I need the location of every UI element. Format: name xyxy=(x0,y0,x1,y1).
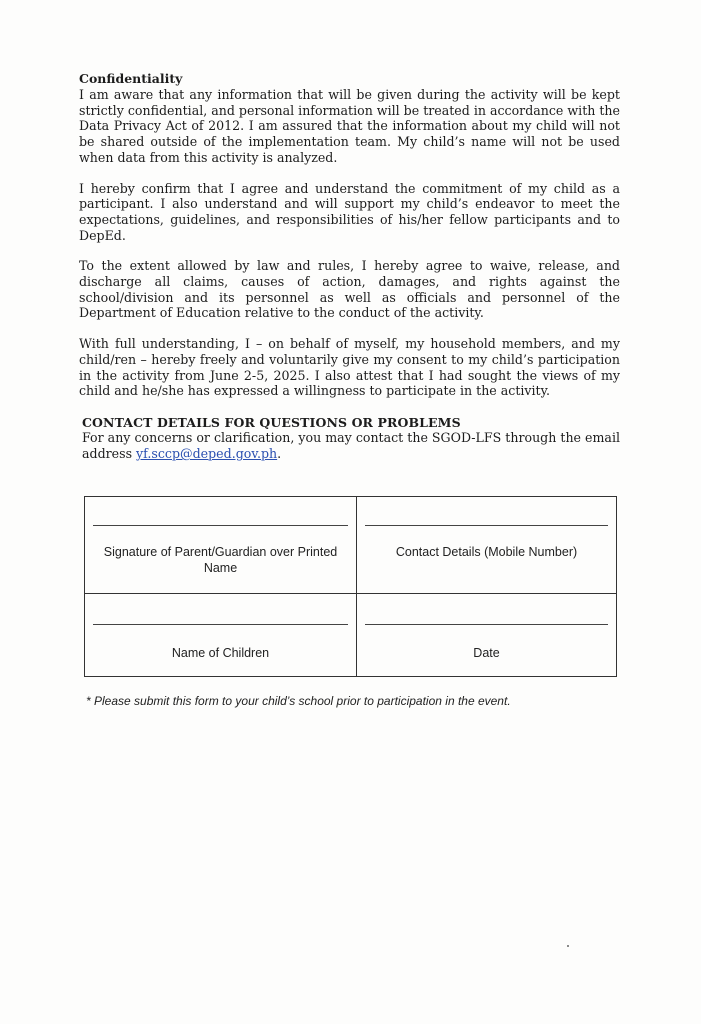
signature-line xyxy=(365,525,608,526)
confidentiality-heading: Confidentiality xyxy=(79,71,183,86)
contact-end: . xyxy=(277,446,282,462)
confidentiality-paragraph: I am aware that any information that will be given during the activity will be kept strictly confidential, and personal information will be treated in accordance with the Data Privacy Act of 2012. I am assured that the information about my child will not be shared outside of the implementation team. My child’s name will not be used when data from this activity is analyzed. xyxy=(79,87,620,165)
signature-table xyxy=(84,496,617,677)
contact-email-link[interactable]: yf.sccp@deped.gov.ph xyxy=(136,446,278,462)
footer-note: * Please submit this form to your child’s school prior to participation in the event. xyxy=(86,694,511,708)
children-name-label: Name of Children xyxy=(171,646,270,660)
parent-signature-label: Signature of Parent/Guardian over Printed Name xyxy=(103,545,338,575)
contact-heading: CONTACT DETAILS FOR QUESTIONS OR PROBLEMS xyxy=(82,414,461,430)
date-label: Date xyxy=(473,646,500,660)
commitment-paragraph: I hereby confirm that I agree and understand the commitment of my child as a participant. I also understand and will support my child’s endeavor to meet the expectations, guidelines, and responsibilities of his/her fellow participants and to DepEd. xyxy=(79,180,620,243)
contact-text xyxy=(82,430,620,461)
scan-speck xyxy=(567,945,569,947)
signature-line xyxy=(93,624,348,625)
contact-number-cell[interactable] xyxy=(357,497,617,594)
waiver-paragraph: To the extent allowed by law and rules, I hereby agree to waive, release, and discharge all claims, causes of action, damages, and rights against the school/division and its personnel as well as officials and personnel of the Department of Education relative to the conduct of the activity. xyxy=(79,258,620,321)
parent-signature-cell[interactable] xyxy=(85,497,357,594)
children-name-cell[interactable] xyxy=(85,594,357,677)
form-body xyxy=(79,71,620,462)
signature-line xyxy=(365,624,608,625)
date-cell[interactable] xyxy=(357,594,617,677)
contact-intro: For any concerns or clarification, you may contact the SGOD-LFS through the email address xyxy=(82,430,620,462)
contact-number-label: Contact Details (Mobile Number) xyxy=(395,545,578,559)
consent-paragraph: With full understanding, I – on behalf of myself, my household members, and my child/ren – hereby freely and voluntarily give my consent to my child’s participation in the activity from June 2-5, 2025. I also attest that I had sought the views of my child and he/she has expressed a willingness to participate in the activity. xyxy=(79,336,620,399)
signature-line xyxy=(93,525,348,526)
